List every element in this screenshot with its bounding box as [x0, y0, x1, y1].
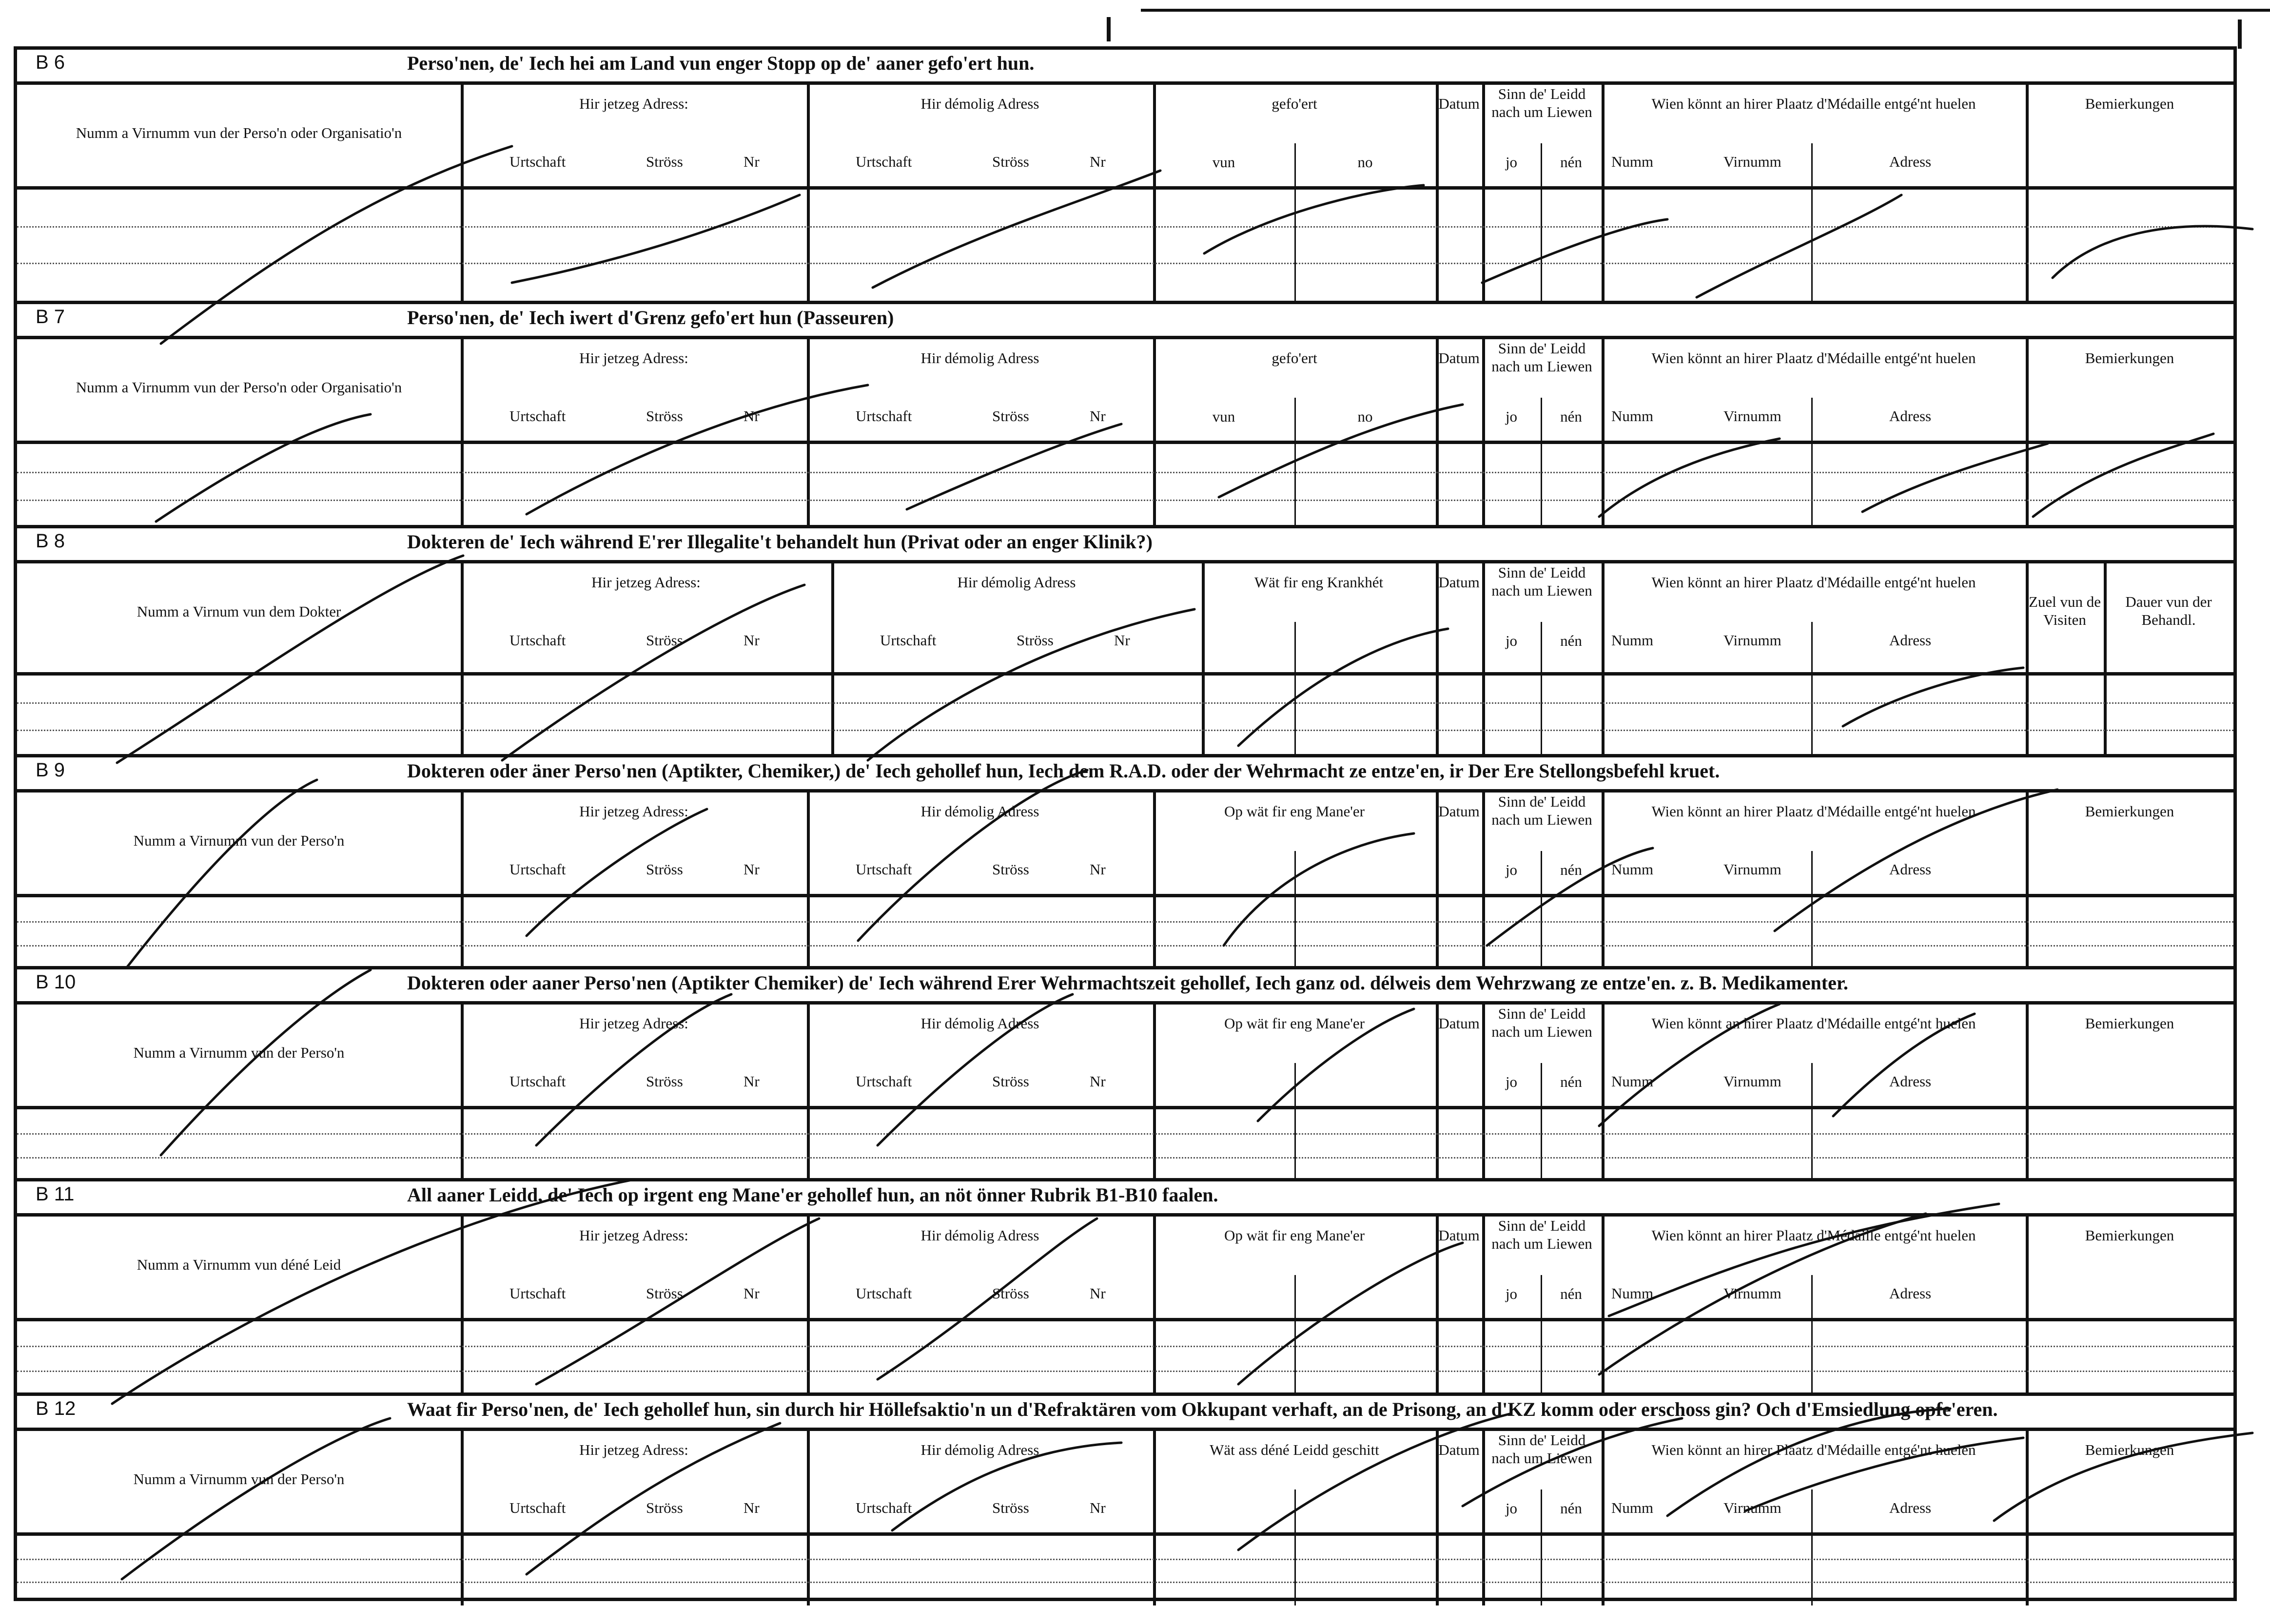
entry-area[interactable] [17, 1109, 2233, 1181]
sub-divider [1294, 1536, 1296, 1605]
col-alive: Sinn de' Leidd nach um Liewen [1491, 1217, 1592, 1253]
col-address-current: Hir jetzeg Adress: [579, 1441, 688, 1458]
town-label: Urtschaft [856, 153, 912, 170]
street-label: Ströss [646, 861, 683, 878]
column-divider [1602, 676, 1605, 757]
col-medal: Wien könnt an hirer Plaatz d'Médaille entgé'nt huelen [1651, 95, 1976, 112]
column-divider [1153, 1536, 1156, 1605]
sub-divider [1541, 1321, 1542, 1396]
address-label: Adress [1889, 153, 1932, 170]
col-medal: Wien könnt an hirer Plaatz d'Médaille entgé'nt huelen [1651, 574, 1976, 591]
sub-divider [1541, 1536, 1542, 1605]
column-divider [1602, 897, 1605, 969]
town-label: Urtschaft [856, 407, 912, 425]
column-divider [2026, 444, 2029, 528]
form-section [17, 525, 2233, 757]
street-label: Ströss [646, 1073, 683, 1090]
sub-divider [1811, 1063, 1813, 1106]
sub-divider [1294, 1321, 1296, 1396]
section-title: Dokteren oder aaner Perso'nen (Aptikter Chemiker) de' Iech während Erer Wehrmachtszeit gehollef, Iech ganz od. délweis dem Wehrzwang ze entze'en. z. B. Medikamenter. [407, 972, 1848, 994]
street-label: Ströss [992, 153, 1029, 170]
section-title: Waat fir Perso'nen, de' Iech gehollef hun, sin durch hir Höllefsaktio'n un d'Refraktären vom Okkupant verhaft, an de Prisong, an d'KZ komm oder erschoss gin? Och d'Emsiedlung opfe'eren. [407, 1398, 1998, 1420]
col-yes: jo [1505, 1500, 1518, 1517]
col-no: nén [1560, 1073, 1582, 1090]
sub-divider [1541, 190, 1542, 301]
entry-area[interactable] [17, 444, 2233, 528]
col-medal: Wien könnt an hirer Plaatz d'Médaille entgé'nt huelen [1651, 1227, 1976, 1244]
town-label: Urtschaft [509, 1499, 566, 1516]
town-label: Urtschaft [509, 407, 566, 425]
scan-mark [2238, 19, 2242, 49]
sub-divider [1294, 851, 1296, 894]
column-divider [831, 676, 834, 757]
street-label: Ströss [1017, 632, 1054, 649]
entry-line [17, 1133, 2233, 1135]
sub-divider [1294, 1275, 1296, 1318]
section-header [17, 304, 2233, 339]
town-label: Urtschaft [856, 1499, 912, 1516]
col-remarks: Bemierkungen [2085, 95, 2174, 112]
column-divider [1482, 1109, 1485, 1181]
section-title: Dokteren oder äner Perso'nen (Aptikter, Chemiker,) de' Iech gehollef hun, Iech dem R.A.D. oder der Wehrmacht ze entze'en, ir Der Ere Stellongsbefehl kruet. [407, 760, 1720, 782]
column-divider [807, 897, 810, 969]
entry-area[interactable] [17, 897, 2233, 969]
column-divider [807, 190, 810, 301]
column-divider [1602, 1321, 1605, 1396]
scan-mark [1107, 17, 1111, 41]
street-label: Ströss [992, 1285, 1029, 1302]
sub-divider [1541, 1109, 1542, 1181]
section-title: Dokteren de' Iech während E'rer Illegalite't behandelt hun (Privat oder an enger Klinik?) [407, 531, 1153, 553]
column-divider [1436, 1321, 1439, 1396]
column-divider [1436, 1536, 1439, 1605]
col-remarks: Bemierkungen [2085, 1015, 2174, 1032]
col-address-previous: Hir démolig Adress [920, 803, 1039, 820]
col-address-previous: Hir démolig Adress [920, 1441, 1039, 1458]
entry-line [17, 226, 2233, 228]
col-address-current: Hir jetzeg Adress: [579, 1015, 688, 1032]
street-label: Ströss [646, 1285, 683, 1302]
town-label: Urtschaft [856, 861, 912, 878]
column-divider [2026, 1536, 2029, 1605]
sub-divider [1294, 622, 1296, 672]
section-header [17, 757, 2233, 793]
number-label: Nr [1090, 407, 1106, 425]
section-code: B 11 [36, 1183, 75, 1205]
column-divider [461, 1321, 464, 1396]
col-remarks: Bemierkungen [2085, 1227, 2174, 1244]
number-label: Nr [1090, 1285, 1106, 1302]
town-label: Urtschaft [856, 1073, 912, 1090]
col-from: vun [1212, 154, 1235, 171]
col-duration: Dauer vun der Behandl. [2125, 593, 2212, 629]
col-middle-label: Wät fir eng Krankhét [1254, 574, 1384, 591]
col-middle-label: Op wät fir eng Mane'er [1224, 1227, 1365, 1244]
entry-line [17, 921, 2233, 923]
column-divider [1482, 1321, 1485, 1396]
col-middle-label: gefo'ert [1272, 349, 1317, 367]
column-header-row [17, 1005, 2233, 1109]
col-address-previous: Hir démolig Adress [957, 574, 1076, 591]
form-section [17, 301, 2233, 528]
sub-divider [1811, 1321, 1813, 1396]
col-date: Datum [1438, 1015, 1480, 1032]
sub-divider [1811, 851, 1813, 894]
column-divider [807, 1536, 810, 1605]
column-divider [1602, 444, 1605, 528]
entry-line [17, 472, 2233, 473]
street-label: Ströss [646, 153, 683, 170]
col-date: Datum [1438, 803, 1480, 820]
col-no: nén [1560, 861, 1582, 878]
entry-line [17, 1157, 2233, 1159]
number-label: Nr [744, 632, 760, 649]
firstname-label: Virnumm [1723, 632, 1781, 649]
scan-mark [1141, 9, 2270, 12]
section-title: All aaner Leidd, de' Iech op irgent eng Mane'er gehollef hun, an nöt önner Rubrik B1-B10 faalen. [407, 1184, 1218, 1206]
column-divider [1153, 444, 1156, 528]
entry-line [17, 702, 2233, 704]
column-divider [1482, 444, 1485, 528]
section-code: B 9 [36, 759, 65, 781]
column-divider [2104, 676, 2107, 757]
col-no: nén [1560, 408, 1582, 425]
section-title: Perso'nen, de' Iech hei am Land vun enger Stopp op de' aaner gefo'ert hun. [407, 52, 1035, 74]
column-divider [461, 676, 464, 757]
column-divider [1436, 190, 1439, 301]
col-yes: jo [1505, 154, 1518, 171]
col-date: Datum [1438, 95, 1480, 112]
town-label: Urtschaft [509, 632, 566, 649]
number-label: Nr [1090, 153, 1106, 170]
col-name-label: Numm a Virnumm vun der Perso'n oder Organisatio'n [76, 124, 402, 141]
col-no: nén [1560, 154, 1582, 171]
column-divider [1602, 1109, 1605, 1181]
form-section [17, 1178, 2233, 1396]
sub-divider [1294, 676, 1296, 757]
col-name-label: Numm a Virnumm vun der Perso'n [133, 1044, 345, 1061]
column-divider [2026, 676, 2029, 757]
form-page [14, 46, 2237, 1601]
sub-divider [1811, 1489, 1813, 1532]
col-yes: jo [1505, 1073, 1518, 1090]
entry-area[interactable] [17, 190, 2233, 301]
col-address-previous: Hir démolig Adress [920, 1015, 1039, 1032]
column-divider [1602, 190, 1605, 301]
surname-label: Numm [1611, 407, 1654, 425]
column-divider [1436, 676, 1439, 757]
col-to: no [1357, 408, 1373, 425]
street-label: Ströss [646, 407, 683, 425]
col-yes: jo [1505, 1285, 1518, 1302]
column-divider [1482, 897, 1485, 969]
surname-label: Numm [1611, 861, 1654, 878]
column-divider [2026, 897, 2029, 969]
sub-divider [1294, 190, 1296, 301]
address-label: Adress [1889, 1285, 1932, 1302]
col-alive: Sinn de' Leidd nach um Liewen [1491, 793, 1592, 829]
col-no: nén [1560, 632, 1582, 649]
col-name-label: Numm a Virnumm vun déné Leid [137, 1256, 341, 1273]
sub-divider [1294, 1489, 1296, 1532]
col-address-previous: Hir démolig Adress [920, 95, 1039, 112]
section-code: B 10 [36, 971, 76, 993]
column-divider [1153, 1321, 1156, 1396]
column-divider [1153, 1109, 1156, 1181]
col-middle-label: Wät ass déné Leidd geschitt [1210, 1441, 1379, 1458]
col-middle-label: Op wät fir eng Mane'er [1224, 1015, 1365, 1032]
col-address-current: Hir jetzeg Adress: [579, 349, 688, 367]
sub-divider [1811, 676, 1813, 757]
section-header [17, 528, 2233, 563]
col-address-previous: Hir démolig Adress [920, 349, 1039, 367]
address-label: Adress [1889, 1499, 1932, 1516]
form-section [17, 1392, 2233, 1605]
sub-divider [1294, 897, 1296, 969]
entry-line [17, 1582, 2233, 1583]
entry-line [17, 730, 2233, 731]
surname-label: Numm [1611, 1285, 1654, 1302]
entry-line [17, 263, 2233, 264]
sub-divider [1541, 444, 1542, 528]
column-divider [807, 1109, 810, 1181]
col-no: nén [1560, 1500, 1582, 1517]
col-medal: Wien könnt an hirer Plaatz d'Médaille entgé'nt huelen [1651, 1015, 1976, 1032]
number-label: Nr [1090, 1073, 1106, 1090]
column-divider [1482, 1536, 1485, 1605]
street-label: Ströss [646, 1499, 683, 1516]
section-code: B 12 [36, 1398, 76, 1419]
col-middle-label: Op wät fir eng Mane'er [1224, 803, 1365, 820]
col-name-label: Numm a Virnumm vun der Perso'n [133, 1470, 345, 1488]
col-yes: jo [1505, 408, 1518, 425]
section-header [17, 50, 2233, 85]
sub-divider [1811, 398, 1813, 441]
sub-divider [1541, 676, 1542, 757]
col-alive: Sinn de' Leidd nach um Liewen [1491, 1005, 1592, 1041]
section-code: B 8 [36, 530, 65, 552]
sub-divider [1541, 897, 1542, 969]
number-label: Nr [744, 153, 760, 170]
section-header [17, 969, 2233, 1005]
column-divider [461, 190, 464, 301]
column-header-row [17, 85, 2233, 190]
number-label: Nr [744, 1499, 760, 1516]
firstname-label: Virnumm [1723, 1073, 1781, 1090]
section-code: B 6 [36, 52, 65, 73]
col-visits: Zuel vun de Visiten [2028, 593, 2101, 629]
town-label: Urtschaft [509, 1073, 566, 1090]
number-label: Nr [744, 1285, 760, 1302]
column-divider [461, 897, 464, 969]
col-date: Datum [1438, 349, 1480, 367]
column-header-row [17, 793, 2233, 897]
sub-divider [1811, 622, 1813, 672]
surname-label: Numm [1611, 1073, 1654, 1090]
col-to: no [1357, 154, 1373, 171]
number-label: Nr [1114, 632, 1130, 649]
address-label: Adress [1889, 632, 1932, 649]
column-header-row [17, 1217, 2233, 1321]
entry-area[interactable] [17, 1321, 2233, 1396]
number-label: Nr [1090, 861, 1106, 878]
town-label: Urtschaft [509, 1285, 566, 1302]
entry-line [17, 1371, 2233, 1372]
col-alive: Sinn de' Leidd nach um Liewen [1491, 85, 1592, 121]
col-remarks: Bemierkungen [2085, 1441, 2174, 1458]
col-medal: Wien könnt an hirer Plaatz d'Médaille entgé'nt huelen [1651, 349, 1976, 367]
sub-divider [1811, 897, 1813, 969]
column-header-row [17, 1431, 2233, 1536]
town-label: Urtschaft [509, 861, 566, 878]
col-yes: jo [1505, 861, 1518, 878]
street-label: Ströss [992, 1073, 1029, 1090]
town-label: Urtschaft [856, 1285, 912, 1302]
col-remarks: Bemierkungen [2085, 349, 2174, 367]
col-date: Datum [1438, 1441, 1480, 1458]
col-name-label: Numm a Virnumm vun der Perso'n oder Organisatio'n [76, 379, 402, 396]
entry-area[interactable] [17, 676, 2233, 757]
column-divider [1436, 444, 1439, 528]
firstname-label: Virnumm [1723, 153, 1781, 170]
column-divider [461, 1536, 464, 1605]
column-divider [461, 444, 464, 528]
column-divider [1482, 676, 1485, 757]
col-address-current: Hir jetzeg Adress: [579, 1227, 688, 1244]
column-divider [807, 444, 810, 528]
col-name-label: Numm a Virnumm vun der Perso'n [133, 832, 345, 849]
firstname-label: Virnumm [1723, 861, 1781, 878]
sub-divider [1811, 444, 1813, 528]
entry-line [17, 945, 2233, 947]
column-header-row [17, 563, 2233, 676]
col-medal: Wien könnt an hirer Plaatz d'Médaille entgé'nt huelen [1651, 803, 1976, 820]
column-divider [1482, 190, 1485, 301]
col-address-previous: Hir démolig Adress [920, 1227, 1039, 1244]
sub-divider [1294, 1063, 1296, 1106]
street-label: Ströss [992, 861, 1029, 878]
column-divider [461, 1109, 464, 1181]
entry-line [17, 1346, 2233, 1347]
entry-line [17, 500, 2233, 501]
sub-divider [1294, 444, 1296, 528]
surname-label: Numm [1611, 153, 1654, 170]
surname-label: Numm [1611, 632, 1654, 649]
sub-divider [1811, 1109, 1813, 1181]
number-label: Nr [744, 407, 760, 425]
col-no: nén [1560, 1285, 1582, 1302]
sub-divider [1811, 143, 1813, 186]
address-label: Adress [1889, 407, 1932, 425]
col-name-label: Numm a Virnum vun dem Dokter [137, 603, 341, 620]
col-middle-label: gefo'ert [1272, 95, 1317, 112]
section-code: B 7 [36, 306, 65, 328]
col-medal: Wien könnt an hirer Plaatz d'Médaille entgé'nt huelen [1651, 1441, 1976, 1458]
section-title: Perso'nen, de' Iech iwert d'Grenz gefo'ert hun (Passeuren) [407, 307, 894, 329]
column-divider [2026, 190, 2029, 301]
column-divider [2026, 1321, 2029, 1396]
col-from: vun [1212, 408, 1235, 425]
number-label: Nr [1090, 1499, 1106, 1516]
column-divider [1436, 1109, 1439, 1181]
address-label: Adress [1889, 861, 1932, 878]
col-remarks: Bemierkungen [2085, 803, 2174, 820]
section-header [17, 1181, 2233, 1217]
col-address-current: Hir jetzeg Adress: [579, 803, 688, 820]
col-address-current: Hir jetzeg Adress: [591, 574, 701, 591]
firstname-label: Virnumm [1723, 407, 1781, 425]
form-section [17, 966, 2233, 1181]
col-date: Datum [1438, 1227, 1480, 1244]
form-section [17, 50, 2233, 301]
column-divider [1153, 897, 1156, 969]
street-label: Ströss [646, 632, 683, 649]
column-divider [1153, 190, 1156, 301]
col-alive: Sinn de' Leidd nach um Liewen [1491, 564, 1592, 599]
form-section [17, 754, 2233, 969]
column-divider [2026, 1109, 2029, 1181]
column-header-row [17, 339, 2233, 444]
sub-divider [1811, 190, 1813, 301]
column-divider [1436, 897, 1439, 969]
sub-divider [1811, 1275, 1813, 1318]
section-header [17, 1396, 2233, 1431]
address-label: Adress [1889, 1073, 1932, 1090]
firstname-label: Virnumm [1723, 1285, 1781, 1302]
street-label: Ströss [992, 1499, 1029, 1516]
number-label: Nr [744, 1073, 760, 1090]
town-label: Urtschaft [509, 153, 566, 170]
col-date: Datum [1438, 574, 1480, 591]
col-yes: jo [1505, 632, 1518, 649]
surname-label: Numm [1611, 1499, 1654, 1516]
column-divider [1602, 1536, 1605, 1605]
col-alive: Sinn de' Leidd nach um Liewen [1491, 340, 1592, 375]
column-divider [807, 1321, 810, 1396]
sub-divider [1811, 1536, 1813, 1605]
sub-divider [1294, 1109, 1296, 1181]
column-divider [1202, 676, 1205, 757]
col-alive: Sinn de' Leidd nach um Liewen [1491, 1431, 1592, 1467]
street-label: Ströss [992, 407, 1029, 425]
col-address-current: Hir jetzeg Adress: [579, 95, 688, 112]
town-label: Urtschaft [880, 632, 937, 649]
entry-line [17, 1559, 2233, 1560]
firstname-label: Virnumm [1723, 1499, 1781, 1516]
entry-area[interactable] [17, 1536, 2233, 1605]
number-label: Nr [744, 861, 760, 878]
